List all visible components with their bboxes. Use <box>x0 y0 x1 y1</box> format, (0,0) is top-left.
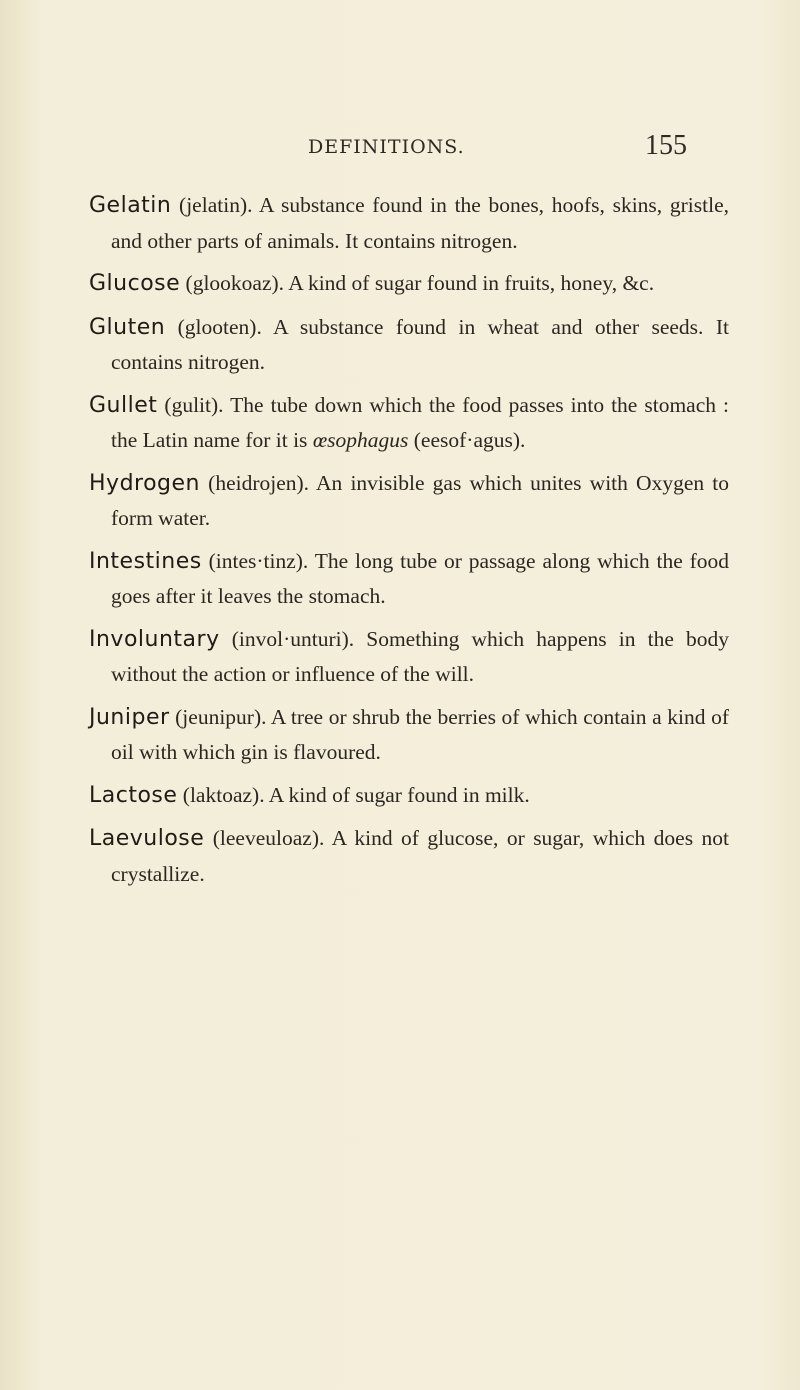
entry-latin-name: œsophagus <box>312 428 409 452</box>
entry-term: Glucose <box>89 271 181 296</box>
entry-definition: A substance found in wheat and other seeds. It contains nitrogen. <box>111 314 729 374</box>
entry-pronunciation: (invol·unturi). <box>219 626 355 651</box>
entry-term: Hydrogen <box>89 470 200 496</box>
definition-entry <box>89 622 729 692</box>
definition-entry <box>89 700 729 770</box>
running-head: DEFINITIONS. <box>308 136 465 158</box>
definition-entry <box>89 778 729 814</box>
entry-pronunciation: (jeunipur). <box>169 704 267 729</box>
entry-pronunciation: (jelatin). <box>171 193 253 217</box>
definition-entry <box>89 310 729 380</box>
entry-pronunciation: (intes·tinz). <box>201 548 309 573</box>
entry-definition: The long tube or passage along which the food goes after it leaves the stomach. <box>111 548 729 608</box>
definition-entry <box>89 821 729 891</box>
entry-term: Intestines <box>89 548 202 574</box>
entry-definition: Something which happens in the body without the action or influence of the will. <box>111 626 729 686</box>
entry-pronunciation: (laktoaz). <box>177 782 265 807</box>
entry-pronunciation: (gulit). <box>157 392 224 417</box>
entry-term: Involuntary <box>89 626 220 652</box>
definition-entry <box>89 388 729 458</box>
entry-definition: A kind of sugar found in milk. <box>264 782 530 807</box>
entry-term: Laevulose <box>89 826 205 851</box>
entry-definition: A tree or shrub the berries of which contain a kind of oil with which gin is flavoured. <box>111 704 729 764</box>
entry-term: Lactose <box>89 782 178 808</box>
entry-definition-end: (eesof·agus). <box>408 428 526 452</box>
entry-pronunciation: (glookoaz). <box>180 271 285 295</box>
page-number: 155 <box>645 130 687 161</box>
definition-entry <box>89 466 729 536</box>
entry-pronunciation: (leeveuloaz). <box>204 826 325 850</box>
entry-definition: A substance found in the bones, hoofs, skins, gristle, and other parts of animals. It contains nitrogen. <box>111 193 729 253</box>
entry-definition: The tube down which the food passes into the stomach : the Latin name for it is <box>111 392 729 452</box>
definition-entry <box>89 266 729 302</box>
entry-pronunciation: (glooten). <box>165 314 262 339</box>
entry-term: Juniper <box>89 704 170 730</box>
page-header <box>0 132 800 172</box>
definition-entry <box>89 544 729 614</box>
entry-term: Gullet <box>89 392 158 418</box>
definition-entry <box>89 188 729 258</box>
entry-definition: A kind of sugar found in fruits, honey, &c. <box>284 271 655 295</box>
entry-term: Gluten <box>89 314 166 340</box>
entry-definition: An invisible gas which unites with Oxygen to form water. <box>111 470 730 530</box>
entry-pronunciation: (heidrojen). <box>200 470 310 495</box>
entry-term: Gelatin <box>89 193 172 218</box>
entry-definition: A kind of glucose, or sugar, which does not crystallize. <box>111 826 729 886</box>
definitions-list <box>89 188 729 899</box>
